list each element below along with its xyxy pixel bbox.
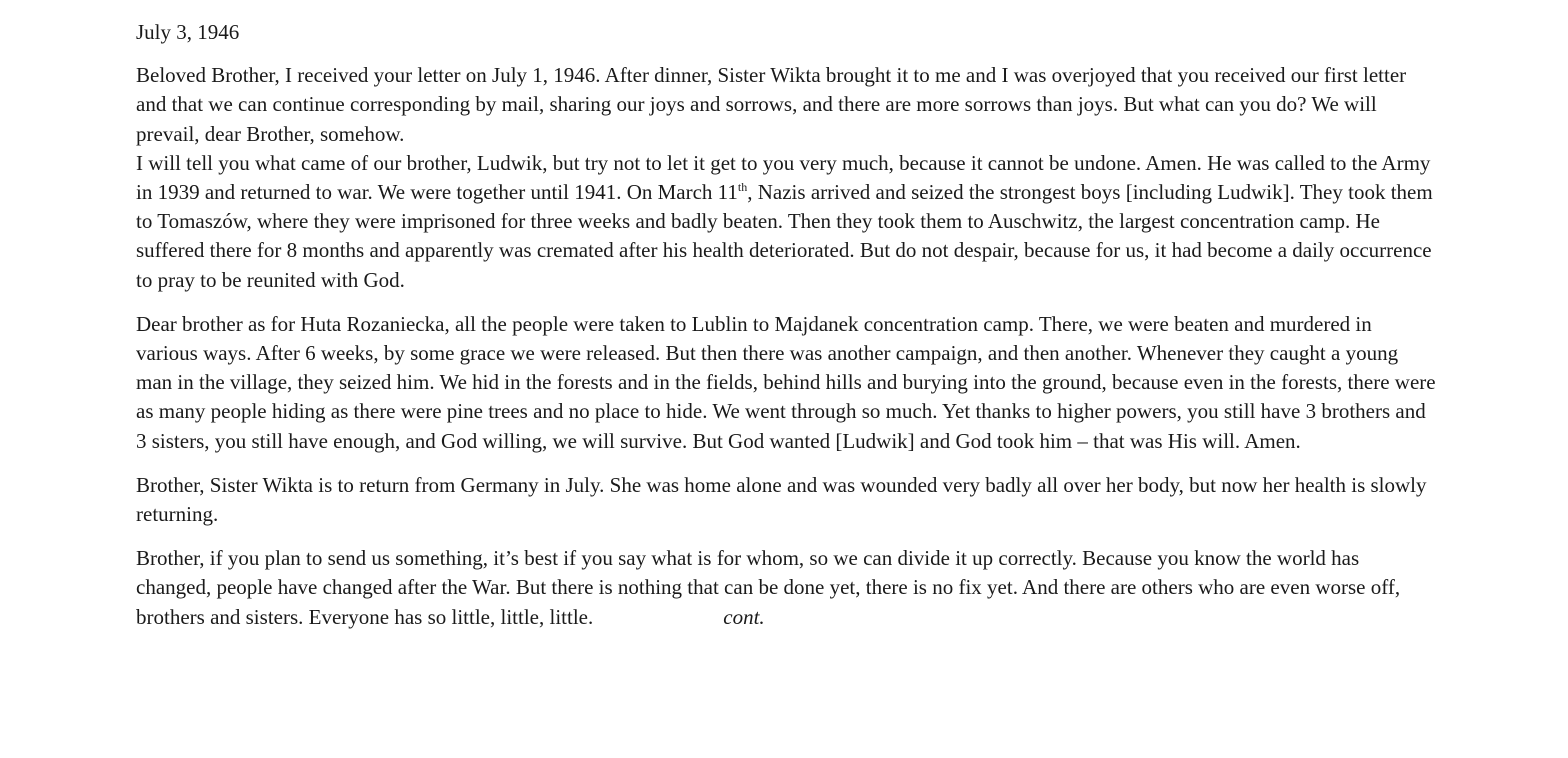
letter-date: July 3, 1946 [136,20,240,44]
paragraph-5 [136,544,1436,632]
paragraph-2-text-end: , Nazis arrived and seized the strongest boys [including Ludwik]. They took them to Tomaszów, where they were imprisoned for three weeks and badly beaten. Then they took them to Auschwitz, the largest concentration camp. He suffered there for 8 months and apparently was cremated after his health deteriorated. But do not despair, because for us, it had become a daily occurrence to pray to be reunited with God. [136,180,1433,292]
paragraph-5-text: Brother, if you plan to send us something, it’s best if you say what is for whom, so we can divide it up correctly. Because you know the world has changed, people have changed after the War. But there is nothing that can be done yet, there is no fix yet. And there are others who are even worse off, brothers and sisters. Everyone has so little, little, little. [136,546,1401,629]
paragraph-2 [136,149,1436,295]
continued-marker: cont. [723,604,765,629]
letter-page [136,18,1436,632]
paragraph-2-text-start: I will tell you what came of our brother, Ludwik, but try not to let it get to you very much, because it cannot be undone. Amen. He was called to the Army in 1939 and returned to war. We were together until 1941. On March 11 [136,150,1431,205]
ordinal-suffix: th [737,180,748,195]
paragraph-4: Brother, Sister Wikta is to return from Germany in July. She was home alone and was wounded very badly all over her body, but now her health is slowly returning. [136,472,1427,527]
paragraph-3: Dear brother as for Huta Rozaniecka, all the people were taken to Lublin to Majdanek concentration camp. There, we were beaten and murdered in various ways. After 6 weeks, by some grace we were released. But then there was another campaign, and then another. Whenever they caught a young man in the village, they seized him. We hid in the forests and in the fields, behind hills and burying into the ground, because even in the forests, there were as many people hiding as there were pine trees and no place to hide. We went through so much. Yet thanks to higher powers, you still have 3 brothers and 3 sisters, you still have enough, and God willing, we will survive. But God wanted [Ludwik] and God took him – that was His will. Amen. [136,311,1436,453]
paragraph-1: Beloved Brother, I received your letter on July 1, 1946. After dinner, Sister Wikta brought it to me and I was overjoyed that you received our first letter and that we can continue corresponding by mail, sharing our joys and sorrows, and there are more sorrows than joys. But what can you do? We will prevail, dear Brother, somehow. [136,63,1407,146]
